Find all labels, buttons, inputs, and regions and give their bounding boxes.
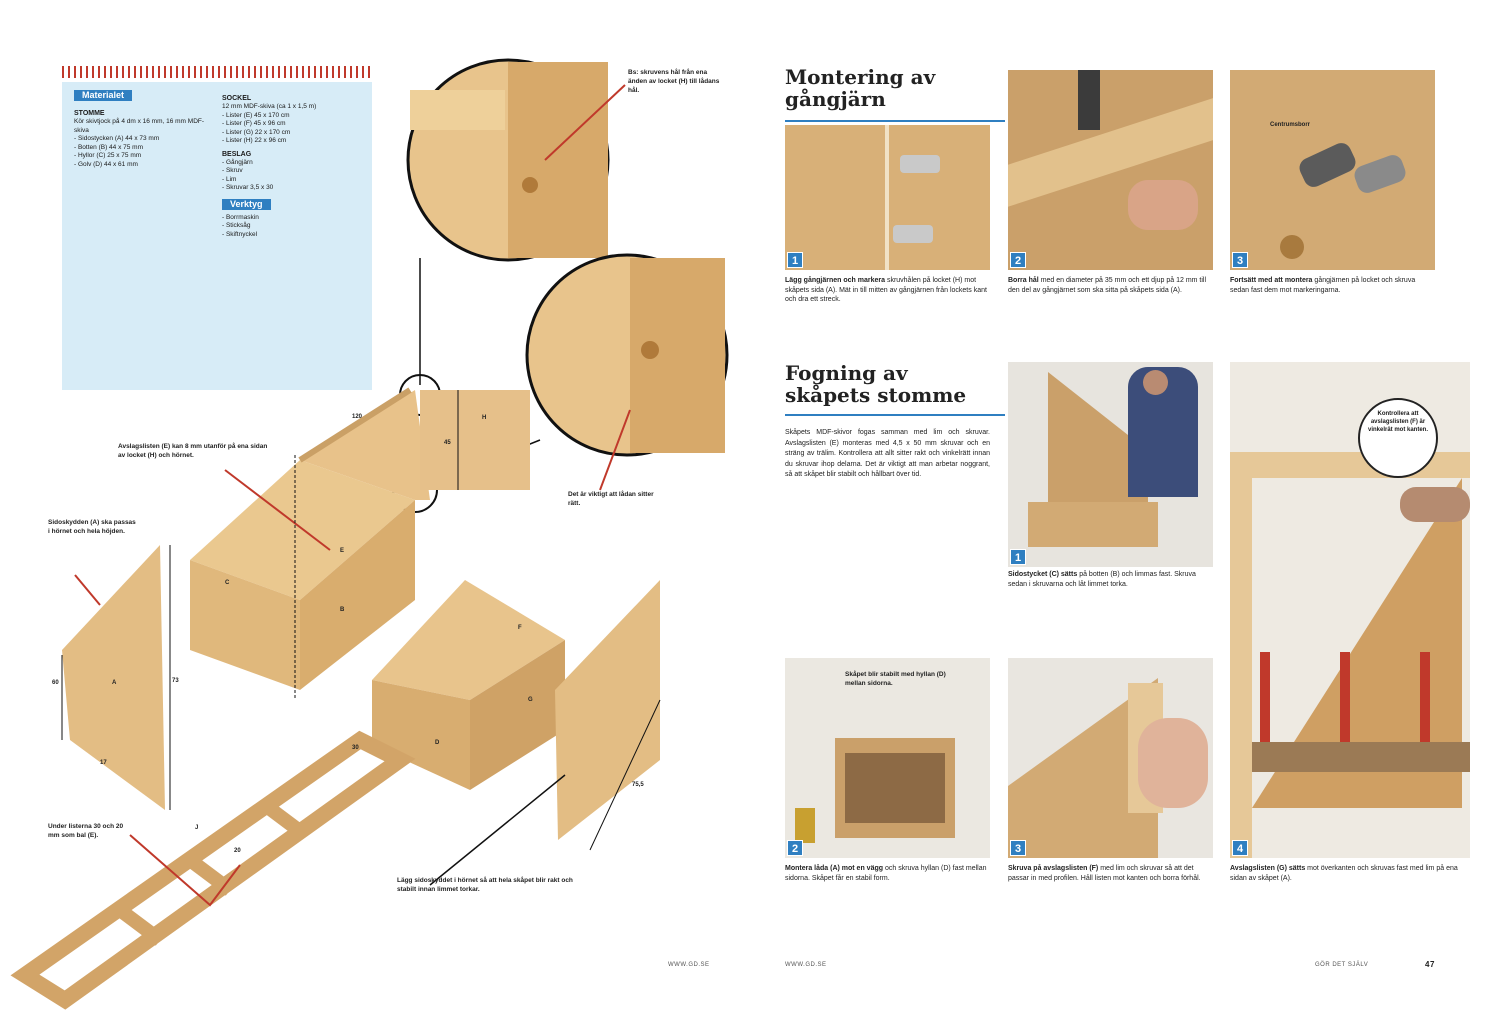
beslag-item: - Lim bbox=[222, 175, 237, 183]
tools-item: - Borrmaskin bbox=[222, 213, 259, 221]
sockel-item: - Lister (H) 22 x 96 cm bbox=[222, 137, 287, 144]
part-label-c: C bbox=[225, 580, 230, 586]
detail-strip bbox=[410, 90, 505, 130]
photo5-callout: Skåpet blir stabilt med hyllan (D) mellan sidorna. bbox=[845, 671, 946, 687]
tools-tag: Verktyg bbox=[222, 199, 271, 210]
caption-step1 bbox=[785, 276, 990, 305]
caption-step1-text: skruvhålen på locket (H) mot skåpets sida (A). Mät in till mitten av gångjärnen från lockets kant och dra ett streck. bbox=[785, 277, 987, 303]
sockel-text: 12 mm MDF-skiva (ca 1 x 1,5 m) bbox=[222, 103, 317, 110]
step-number: 4 bbox=[1232, 840, 1248, 856]
caption-frame-step2 bbox=[785, 864, 990, 883]
detail-panel-h bbox=[508, 62, 608, 258]
page-number: 47 bbox=[1425, 960, 1435, 969]
footer-left-right-page: WWW.GD.SE bbox=[785, 962, 827, 968]
caption-frame-step2-bold: Montera låda (A) mot en vägg bbox=[785, 865, 884, 872]
caption-frame-step3 bbox=[1008, 864, 1213, 883]
caption-frame-step1-bold: Sidostycket (C) sätts bbox=[1008, 571, 1078, 578]
materials-tag: Materialet bbox=[74, 90, 132, 101]
dim-label: 20 bbox=[234, 848, 241, 854]
stomme-item: - Hyllor (C) 25 x 75 mm bbox=[74, 152, 142, 159]
dim-label: 30 bbox=[352, 745, 359, 751]
part-label-f: F bbox=[518, 625, 522, 631]
step-number: 1 bbox=[787, 252, 803, 268]
caption-frame-step2-text: och skruva hyllan (D) fast mellan sidorna. Skåpet får en stabil form. bbox=[785, 865, 987, 882]
caption-frame-step3-text: med lim och skruvar så att det passar in med profilen. Håll listen mot kanten och borra förhål. bbox=[1008, 865, 1201, 882]
dim-label: 60 bbox=[52, 680, 59, 686]
dim-label: 73 bbox=[172, 678, 179, 684]
caption-frame-step1-text: på botten (B) och limmas fast. Skruva sedan i skruvarna och låt limmet torka. bbox=[1008, 571, 1196, 588]
right-page bbox=[750, 0, 1500, 1011]
sockel-heading: SOCKEL bbox=[222, 95, 252, 102]
footer-left: WWW.GD.SE bbox=[668, 962, 710, 968]
caption-frame-step4 bbox=[1230, 864, 1470, 883]
caption-step1-bold: Lägg gångjärnen och markera bbox=[785, 277, 885, 284]
dim-label: 17 bbox=[100, 760, 107, 766]
caption-step3-text: gångjärnen på locket och skruva sedan fast dem mot markeringarna. bbox=[1230, 277, 1416, 294]
stomme-text: Kör skivtjock på 4 dm x 16 mm, 16 mm MDF-skiva bbox=[74, 118, 205, 134]
side-panel-a bbox=[62, 545, 165, 810]
photo-shelf-mount bbox=[785, 658, 990, 858]
section-title-frame: Fogning av skåpets stomme bbox=[785, 361, 967, 407]
callout-bottom-mid: Lägg sidoskyddet i hörnet så att hela skåpet blir rakt och stabilt innan limmet torkar. bbox=[397, 877, 573, 893]
callout-top-right: Bs: skruvens hål från ena änden av locket (H) till lådans hål. bbox=[628, 69, 720, 94]
photo-frame-assembly bbox=[1008, 362, 1213, 567]
dim-label: 75,5 bbox=[632, 782, 644, 788]
photo3-label: Centrumsborr bbox=[1270, 122, 1311, 128]
caption-step2-bold: Borra hål bbox=[1008, 277, 1039, 284]
callout-bubble: Kontrollera att avslagslisten (F) är vinkelrät mot kanten. bbox=[1358, 398, 1438, 478]
caption-frame-step1 bbox=[1008, 570, 1213, 589]
beslag-item: - Skruvar 3,5 x 30 bbox=[222, 184, 274, 191]
body-paragraph: Skåpets MDF-skivor fogas samman med lim och skruvar. Avslagslisten (E) monteras med 4,5 x 50 mm skruvar och en sträng av trälim. Kontrollera att allt sitter rakt och vinkelrätt innan du skruvar ihop delarna. Det är viktigt att man arbetar noggrant, så att skåpet blir stabilt och hållbart över tid. bbox=[785, 429, 990, 478]
sockel-item: - Lister (E) 45 x 170 cm bbox=[222, 111, 290, 119]
part-label-g: G bbox=[528, 697, 533, 703]
stomme-item: - Golv (D) 44 x 61 mm bbox=[74, 160, 138, 168]
step-number: 1 bbox=[1010, 549, 1026, 565]
heading-rule bbox=[785, 414, 1005, 416]
caption-frame-step3-bold: Skruva på avslagslisten (F) bbox=[1008, 865, 1099, 872]
stomme-item: - Sidostycken (A) 44 x 73 mm bbox=[74, 135, 160, 142]
callout-mid-right: Det är viktigt att lådan sitter rätt. bbox=[568, 491, 654, 507]
photo-batten-fix bbox=[1008, 658, 1213, 858]
beslag-item: - Gångjärn bbox=[222, 158, 253, 166]
dim-label: 45 bbox=[444, 440, 451, 446]
part-label-h: H bbox=[482, 415, 487, 421]
step-number: 3 bbox=[1010, 840, 1026, 856]
side-panel-right bbox=[555, 580, 660, 840]
stomme-item: - Botten (B) 44 x 75 mm bbox=[74, 143, 143, 151]
caption-frame-step4-bold: Avslagslisten (G) sätts bbox=[1230, 865, 1306, 872]
sockel-item: - Lister (F) 45 x 96 cm bbox=[222, 120, 286, 127]
tools-item: - Sticksåg bbox=[222, 222, 251, 229]
callout-bottom-left: Under listerna 30 och 20 mm som bal (E). bbox=[48, 823, 124, 839]
beslag-item: - Skruv bbox=[222, 167, 243, 174]
part-label-e: E bbox=[340, 548, 345, 554]
section-title-hinges: Montering av gångjärn bbox=[785, 65, 936, 111]
tools-item: - Skiftnyckel bbox=[222, 230, 258, 238]
dim-label: 120 bbox=[352, 414, 363, 420]
part-label-j: J bbox=[195, 825, 199, 831]
caption-step3-bold: Fortsätt med att montera bbox=[1230, 277, 1313, 284]
caption-frame-step4-text: mot överkanten och skruvas fast med lim på ena sidan av skåpet (A). bbox=[1230, 865, 1458, 882]
caption-step2-text: med en diameter på 35 mm och ett djup på 12 mm till den del av gångjärnet som ska sitta på skåpets sida (A). bbox=[1008, 277, 1207, 294]
photo-drilling bbox=[1008, 70, 1213, 270]
step-number: 2 bbox=[787, 840, 803, 856]
footer-magazine: GÖR DET SJÄLV bbox=[1315, 962, 1369, 968]
step-number: 3 bbox=[1232, 252, 1248, 268]
caption-step3 bbox=[1230, 276, 1435, 295]
part-label-d: D bbox=[435, 740, 440, 746]
callout-side-left: Sidoskydden (A) ska passas i hörnet och hela höjden. bbox=[48, 519, 136, 535]
stomme-heading: STOMME bbox=[74, 110, 105, 117]
heading-rule bbox=[785, 120, 1005, 122]
part-label-a: A bbox=[112, 680, 117, 686]
lid-panel-h bbox=[420, 390, 530, 490]
callout-mid-left: Avslagslisten (E) kan 8 mm utanför på ena sidan av locket (H) och hörnet. bbox=[118, 443, 268, 459]
part-label-b: B bbox=[340, 607, 345, 613]
beslag-heading: BESLAG bbox=[222, 150, 252, 158]
step-number: 2 bbox=[1010, 252, 1026, 268]
photo-center-bit bbox=[1230, 70, 1435, 270]
caption-step2 bbox=[1008, 276, 1213, 295]
sockel-item: - Lister (G) 22 x 170 cm bbox=[222, 128, 291, 136]
photo-hinge-marking bbox=[785, 125, 990, 270]
